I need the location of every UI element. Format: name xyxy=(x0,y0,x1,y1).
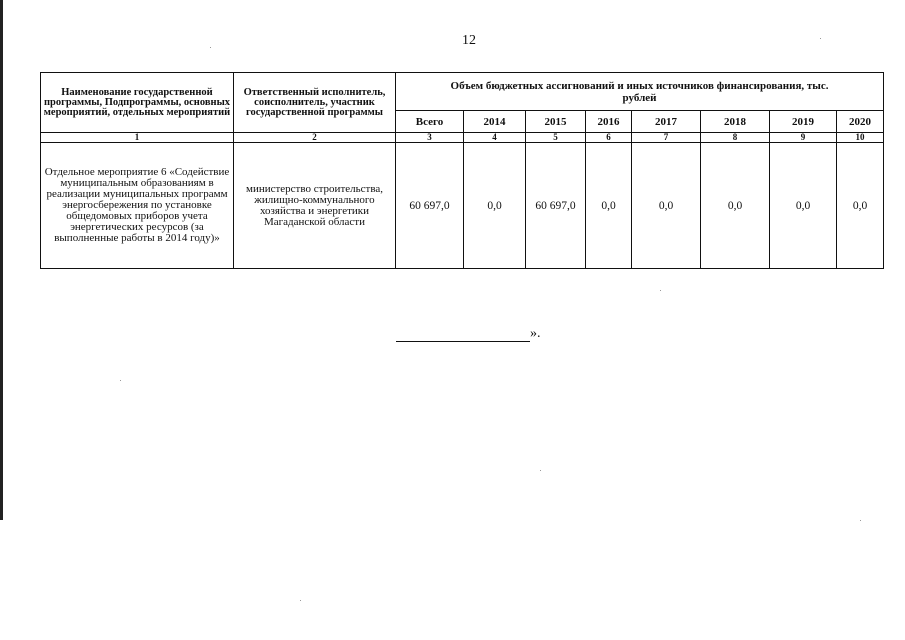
column-number: 7 xyxy=(632,133,701,143)
value-2018: 0,0 xyxy=(701,143,770,269)
closing-mark xyxy=(396,326,541,342)
scan-left-edge xyxy=(0,0,3,520)
header-year-2017: 2017 xyxy=(632,111,701,133)
scan-speck xyxy=(660,290,661,291)
table-row xyxy=(41,143,884,269)
scan-speck xyxy=(860,520,861,521)
scan-speck xyxy=(540,470,541,471)
value-2015: 60 697,0 xyxy=(526,143,586,269)
scan-speck xyxy=(210,47,211,48)
scan-speck xyxy=(300,600,301,601)
header-total: Всего xyxy=(396,111,464,133)
header-year-2015: 2015 xyxy=(526,111,586,133)
signature-line xyxy=(396,327,530,342)
value-2017: 0,0 xyxy=(632,143,701,269)
scan-speck xyxy=(820,38,821,39)
header-program-name: Наименование государственной программы, Подпрограммы, основных мероприятий, отдельных мероприятий xyxy=(41,73,234,133)
column-number: 8 xyxy=(701,133,770,143)
column-number: 10 xyxy=(837,133,884,143)
column-number: 3 xyxy=(396,133,464,143)
value-2020: 0,0 xyxy=(837,143,884,269)
value-2014: 0,0 xyxy=(464,143,526,269)
column-number: 6 xyxy=(586,133,632,143)
page-number: 12 xyxy=(462,33,476,48)
funding-table xyxy=(40,72,884,269)
scan-speck xyxy=(120,380,121,381)
value-total: 60 697,0 xyxy=(396,143,464,269)
header-executor: Ответственный исполнитель, соисполнитель, участник государственной программы xyxy=(234,73,396,133)
column-number-row xyxy=(41,133,884,143)
column-number: 1 xyxy=(41,133,234,143)
header-year-2020: 2020 xyxy=(837,111,884,133)
header-year-2016: 2016 xyxy=(586,111,632,133)
column-number: 4 xyxy=(464,133,526,143)
value-2019: 0,0 xyxy=(770,143,837,269)
header-year-2019: 2019 xyxy=(770,111,837,133)
executor-cell: министерство строительства, жилищно-коммунального хозяйства и энергетики Магаданской области xyxy=(234,143,396,269)
value-2016: 0,0 xyxy=(586,143,632,269)
header-year-2014: 2014 xyxy=(464,111,526,133)
column-number: 5 xyxy=(526,133,586,143)
header-year-2018: 2018 xyxy=(701,111,770,133)
column-number: 9 xyxy=(770,133,837,143)
closing-quote: ». xyxy=(530,326,541,341)
column-number: 2 xyxy=(234,133,396,143)
header-funding: Объем бюджетных ассигнований и иных источников финансирования, тыс. рублей xyxy=(396,73,884,111)
program-name-cell: Отдельное мероприятие 6 «Содействие муниципальным образованиям в реализации муниципальных программ энергосбережения по установке общедомовых приборов учета энергетических ресурсов (за выполненные работы в 2014 году)» xyxy=(41,143,234,269)
